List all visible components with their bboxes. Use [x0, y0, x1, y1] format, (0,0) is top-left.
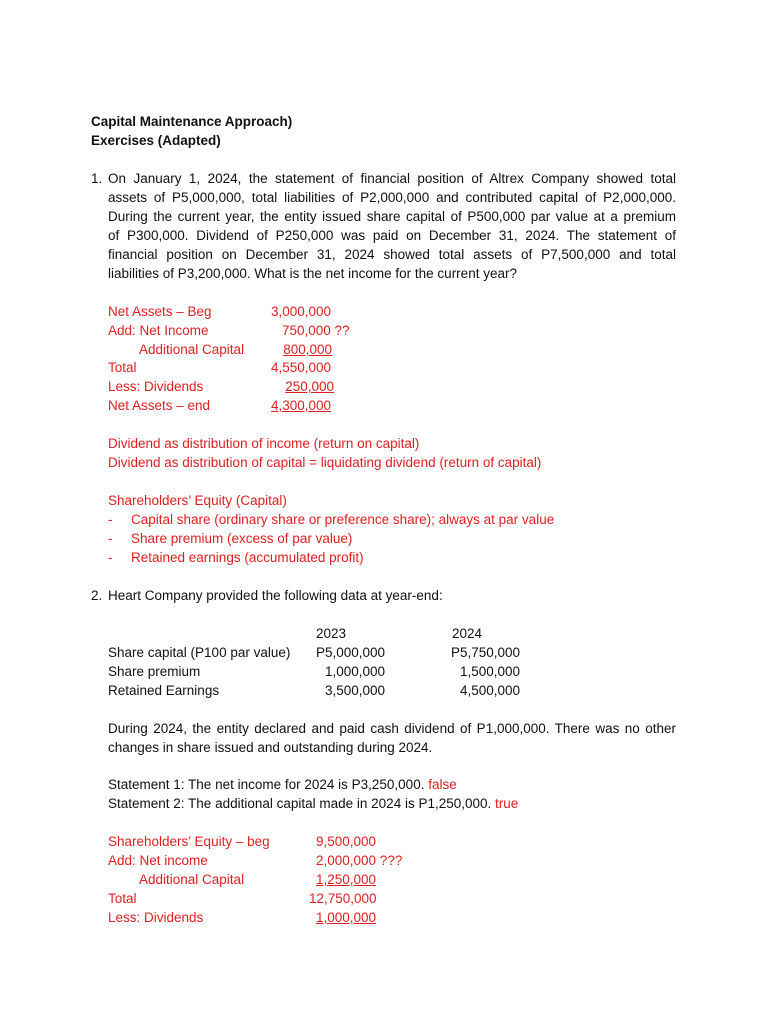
q2-solution-label: Additional Capital [139, 872, 245, 887]
q2-number: 2. [91, 588, 103, 603]
q1-solution-label: Additional Capital [139, 342, 245, 357]
q2-solution-value: 1,250,000 [316, 872, 377, 887]
equity-heading: Shareholders’ Equity (Capital) [108, 493, 287, 508]
q1-text-line: assets of P5,000,000, total liabilities of P2,000,000 and contributed capital of P2,000,000. [108, 190, 676, 205]
q2-solution-value: 2,000,000 ??? [316, 853, 403, 868]
bullet: - [108, 550, 113, 565]
q1-number: 1. [91, 171, 103, 186]
bullet: - [108, 512, 113, 527]
q2-solution-label: Shareholders’ Equity – beg [108, 834, 270, 849]
title-line-1: Capital Maintenance Approach) [91, 114, 293, 129]
title-line-2: Exercises (Adapted) [91, 133, 221, 148]
year-header: 2023 [316, 626, 347, 641]
q2-paragraph-line: changes in share issued and outstanding during 2024. [108, 740, 433, 755]
q2-solution-label: Add: Net income [108, 853, 208, 868]
q1-text-line: of P300,000. Dividend of P250,000 was paid on December 31, 2024. The statement of [108, 228, 676, 243]
q2-solution-value: 12,750,000 [309, 891, 377, 906]
q2-solution-label: Total [108, 891, 137, 906]
q1-note: Dividend as distribution of income (return on capital) [108, 436, 420, 451]
q1-solution-value: 3,000,000 [271, 304, 332, 319]
statement-1-text: Statement 1: The net income for 2024 is P3,250,000. [108, 777, 425, 792]
q2-solution-value: 1,000,000 [316, 910, 377, 925]
table-cell: 4,500,000 [459, 683, 520, 698]
table-cell: 1,000,000 [324, 664, 385, 679]
q1-solution-label: Total [108, 360, 137, 375]
equity-item: Share premium (excess of par value) [131, 531, 353, 546]
q2-paragraph-line: During 2024, the entity declared and paid cash dividend of P1,000,000. There was no other [108, 721, 676, 736]
statement-2-answer: true [495, 796, 519, 811]
q2-intro: Heart Company provided the following data at year-end: [108, 588, 443, 603]
q1-text-line: On January 1, 2024, the statement of financial position of Altrex Company showed total [108, 171, 676, 186]
q1-solution-label: Add: Net Income [108, 323, 209, 338]
table-row-label: Retained Earnings [108, 683, 220, 698]
table-cell: 3,500,000 [324, 683, 385, 698]
q1-solution-label: Net Assets – end [108, 398, 211, 413]
q1-text-line: During the current year, the entity issued share capital of P500,000 par value at a premium [108, 209, 676, 224]
q1-solution-value: 4,550,000 [271, 360, 332, 375]
bullet: - [108, 531, 113, 546]
q1-solution-value: 250,000 [285, 379, 334, 394]
q1-solution-label: Net Assets – Beg [108, 304, 212, 319]
statement-1-answer: false [428, 777, 457, 792]
table-row-label: Share capital (P100 par value) [108, 645, 291, 660]
equity-item: Retained earnings (accumulated profit) [131, 550, 364, 565]
q1-solution-value: 750,000 ?? [282, 323, 350, 338]
statement-2-text: Statement 2: The additional capital made in 2024 is P1,250,000. [108, 796, 492, 811]
table-row-label: Share premium [108, 664, 201, 679]
q1-solution-value: 800,000 [283, 342, 332, 357]
q1-solution-value: 4,300,000 [271, 398, 332, 413]
statement-1 [108, 775, 457, 794]
q1-solution-label: Less: Dividends [108, 379, 204, 394]
q2-solution-label: Less: Dividends [108, 910, 204, 925]
q2-solution-value: 9,500,000 [316, 834, 377, 849]
equity-item: Capital share (ordinary share or preference share); always at par value [131, 512, 555, 527]
table-cell: 1,500,000 [459, 664, 520, 679]
year-header: 2024 [452, 626, 483, 641]
table-cell: P5,000,000 [315, 645, 385, 660]
table-cell: P5,750,000 [450, 645, 520, 660]
q1-note: Dividend as distribution of capital = liquidating dividend (return of capital) [108, 455, 542, 470]
q1-text-line: financial position on December 31, 2024 showed total assets of P7,500,000 and total [108, 247, 676, 262]
q1-text-line: liabilities of P3,200,000. What is the net income for the current year? [108, 266, 517, 281]
statement-2 [108, 794, 518, 813]
